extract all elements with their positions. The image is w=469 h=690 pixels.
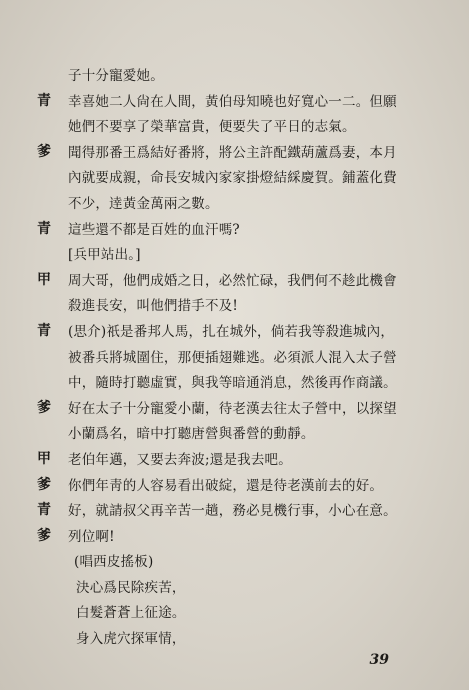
speaker-label: 青 <box>37 322 51 339</box>
line-text: (唱西皮搖板) <box>74 554 154 571</box>
script-line <box>0 472 469 498</box>
script-line <box>0 395 469 421</box>
script-line <box>0 292 469 318</box>
script-line <box>0 369 469 395</box>
script-line <box>0 267 469 293</box>
script-line <box>0 113 469 139</box>
line-text: 中，隨時打聽虛實，與我等暗通消息，然後再作商議。 <box>68 375 397 392</box>
line-text: [兵甲站出。] <box>68 247 141 264</box>
script-line <box>0 62 469 88</box>
line-text: (思介)祇是番邦人馬，扎在城外，倘若我等殺進城內， <box>68 323 395 340</box>
line-text: 她們不要享了榮華富貴，便要失了平日的志氣。 <box>68 119 356 136</box>
script-line <box>0 139 469 165</box>
speaker-label: 甲 <box>37 450 51 467</box>
line-text: 被番兵將城圍住，那便插翅難逃。必須派人混入太子營 <box>68 349 397 366</box>
line-text: 決心爲民除疾苦， <box>76 579 186 596</box>
speaker-label: 爹 <box>37 476 51 493</box>
line-text: 殺進長安，叫他們措手不及! <box>68 298 239 315</box>
script-line <box>0 88 469 114</box>
script-line <box>0 420 469 446</box>
speaker-label: 爹 <box>37 399 51 416</box>
line-text: 內就要成親，命長安城內家家掛燈結綵慶賀。鋪蓋化費 <box>68 170 397 187</box>
script-line <box>0 190 469 216</box>
page-number: 39 <box>369 652 389 668</box>
script-line <box>0 497 469 523</box>
line-text: 不少，逹黃金萬兩之數。 <box>68 195 219 212</box>
line-text: 好在太子十分寵愛小蘭，待老漢去往太子營中，以探望 <box>68 400 397 417</box>
script-line <box>0 548 469 574</box>
line-text: 你們年靑的人容易看出破綻，還是待老漢前去的好。 <box>68 477 384 494</box>
speaker-label: 青 <box>37 220 51 237</box>
script-line <box>0 599 469 625</box>
line-text: 身入虎穴探軍情， <box>76 631 186 648</box>
script-line <box>0 216 469 242</box>
line-text: 聞得那番王爲結好番將，將公主許配鐵葫蘆爲妻，本月 <box>68 144 397 161</box>
speaker-label: 爹 <box>37 527 51 544</box>
line-text: 這些還不都是百姓的血汗嗎? <box>68 221 240 238</box>
speaker-label: 爹 <box>37 143 51 160</box>
script-line <box>0 625 469 651</box>
script-line <box>0 574 469 600</box>
line-text: 子十分寵愛她。 <box>68 68 164 84</box>
line-text: 幸喜她二人尙在人間，黃伯母知曉也好寬心一二。但願 <box>68 93 397 110</box>
script-text-body <box>0 62 469 651</box>
speaker-label: 青 <box>37 502 51 519</box>
script-line <box>0 446 469 472</box>
script-line <box>0 523 469 549</box>
line-text: 列位啊! <box>68 528 115 545</box>
line-text: 小蘭爲名，暗中打聽唐營與番營的動靜。 <box>68 426 315 443</box>
speaker-label: 青 <box>37 92 51 109</box>
line-text: 白髮蒼蒼上征途。 <box>76 605 186 622</box>
script-line <box>0 344 469 370</box>
script-line <box>0 241 469 267</box>
script-line <box>0 318 469 344</box>
line-text: 好，就請叔父再辛苦一趟，務必見機行事，小心在意。 <box>68 503 397 520</box>
speaker-label: 甲 <box>37 271 51 288</box>
line-text: 老伯年邁，又要去奔波;還是我去吧。 <box>68 451 292 468</box>
script-line <box>0 164 469 190</box>
line-text: 周大哥，他們成婚之日，必然忙碌，我們何不趁此機會 <box>68 272 397 289</box>
